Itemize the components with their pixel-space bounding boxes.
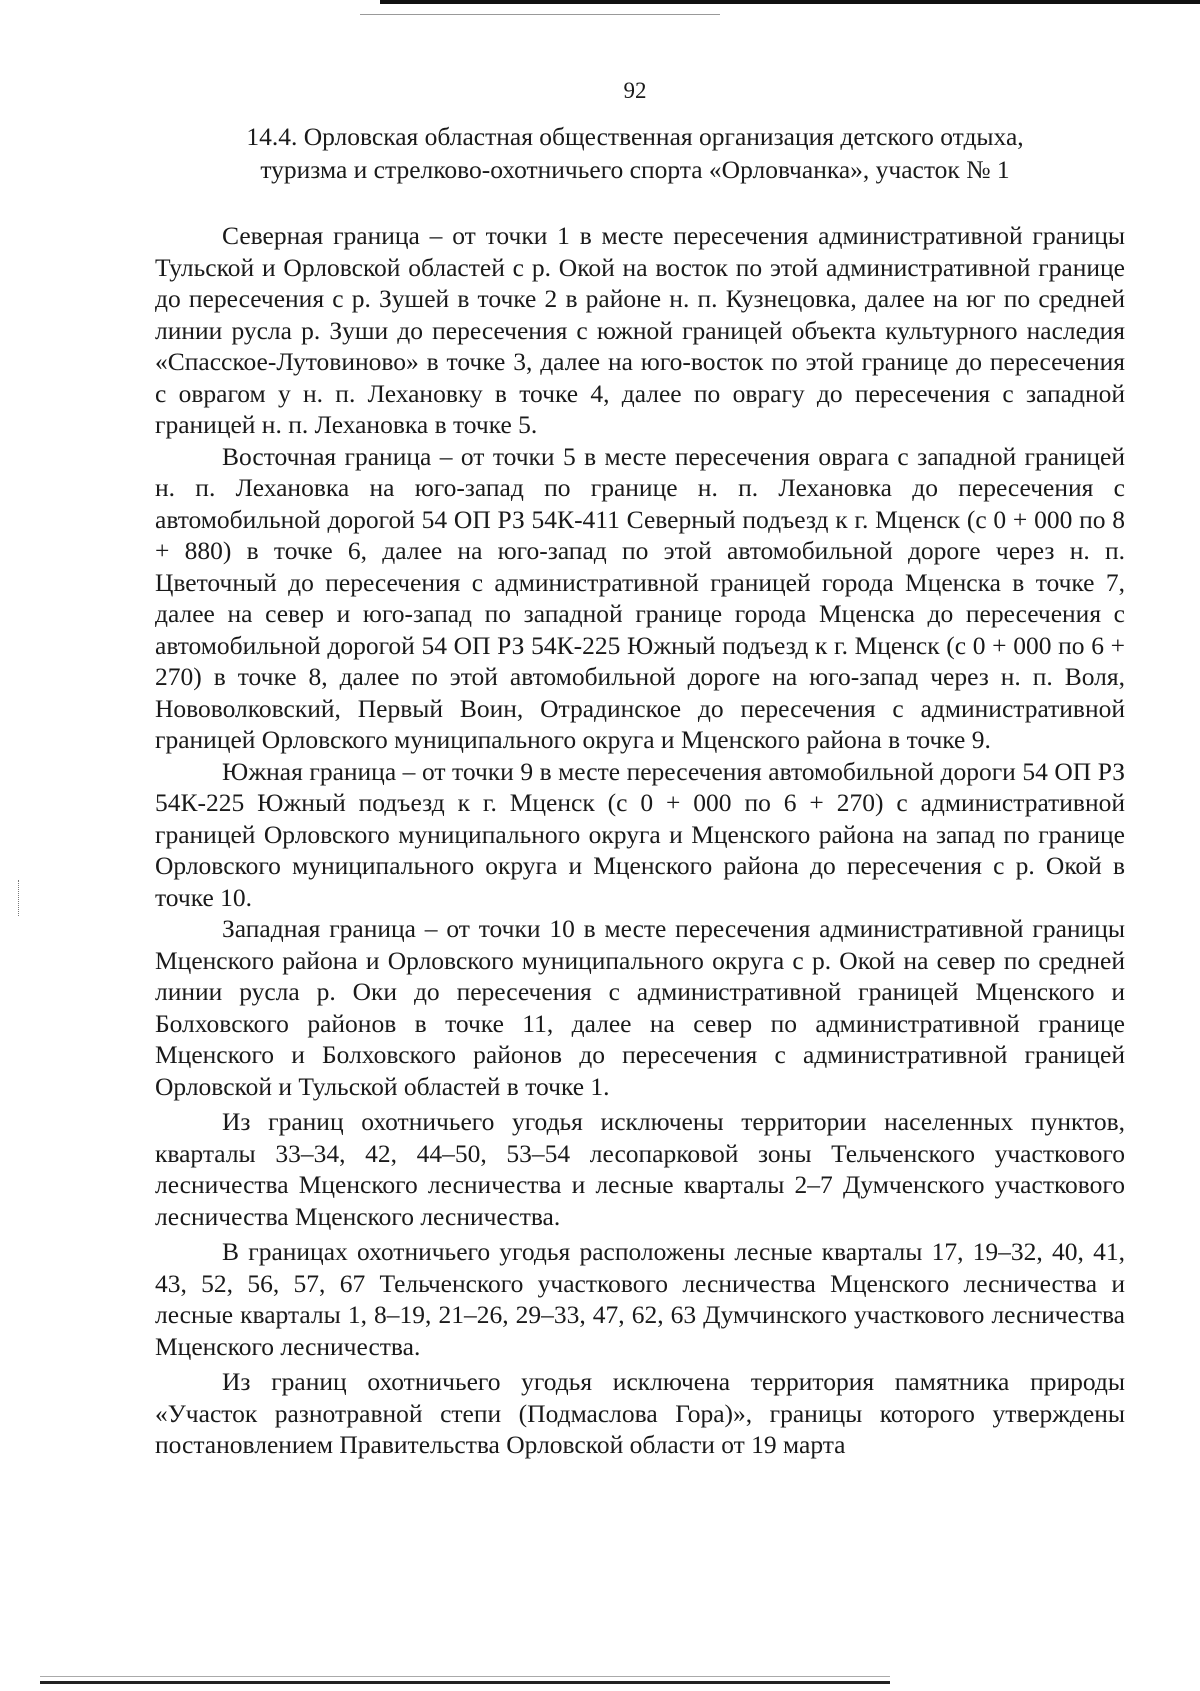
- paragraph-exclusions: Из границ охотничьего угодья исключены территории населенных пунктов, кварталы 33–34, 42, 44–50, 53–54 лесопарковой зоны Тельченского участкового лесничества Мценского лесничества и лесные кварталы 2–7 Думченского участкового лесничества Мценского лесничества.: [155, 1107, 1125, 1231]
- scan-edge-bottom: [40, 1681, 890, 1684]
- scan-mark-bottom: [40, 1676, 890, 1677]
- paragraph-west-boundary: Западная граница – от точки 10 в месте пересечения административной границы Мценского района и Орловского муниципального округа с р. Окой на север по средней линии русла р. Оки до пересечения с административной границей Мценского и Болховского районов в точке 11, далее на север по административной границе Мценского и Болховского районов до пересечения с административной границей Орловской и Тульской областей в точке 1.: [155, 914, 1125, 1101]
- scan-margin-mark: [18, 880, 21, 916]
- paragraph-north-boundary: Северная граница – от точки 1 в месте пересечения административной границы Тульской и Орловской областей с р. Окой на восток по этой административной границе до пересечения с р. Зушей в точке 2 в районе н. п. Кузнецовка, далее на юг по средней линии русла р. Зуши до пересечения с южной границей объекта культурного наследия «Спасское-Лутовиново» в точке 3, далее на юго-восток по этой границе до пересечения с оврагом у н. п. Лехановку в точке 4, далее по оврагу до пересечения с западной границей н. п. Лехановка в точке 5.: [155, 221, 1125, 439]
- section-heading: [150, 120, 1120, 186]
- scan-mark-top: [360, 14, 720, 15]
- paragraph-nature-monument: Из границ охотничьего угодья исключена территория памятника природы «Участок разнотравной степи (Подмаслова Гора)», границы которого утверждены постановлением Правительства Орловской области от 19 марта: [155, 1367, 1125, 1459]
- paragraph-south-boundary: Южная граница – от точки 9 в месте пересечения автомобильной дороги 54 ОП РЗ 54К-225 Южный подъезд к г. Мценск (с 0 + 000 по 6 + 270) с административной границей Орловского муниципального округа и Мценского района на запад по границе Орловского муниципального округа и Мценского района до пересечения с р. Окой в точке 10.: [155, 756, 1125, 912]
- page-number: 92: [623, 78, 647, 103]
- section-heading-line-2: туризма и стрелково-охотничьего спорта «Орловчанка», участок № 1: [260, 155, 1010, 184]
- section-heading-line-1: 14.4. Орловская областная общественная организация детского отдыха,: [246, 122, 1024, 151]
- scan-edge-top: [380, 0, 1200, 4]
- paragraph-forest-quarters: В границах охотничьего угодья расположены лесные кварталы 17, 19–32, 40, 41, 43, 52, 56, 57, 67 Тельченского участкового лесничества Мценского лесничества и лесные кварталы 1, 8–19, 21–26, 29–33, 47, 62, 63 Думчинского участкового лесничества Мценского лесничества.: [155, 1237, 1125, 1361]
- document-body: [155, 220, 1125, 1461]
- paragraph-east-boundary: Восточная граница – от точки 5 в месте пересечения оврага с западной границей н. п. Лехановка на юго-запад по границе н. п. Лехановка до пересечения с автомобильной дорогой 54 ОП РЗ 54К-411 Северный подъезд к г. Мценск (с 0 + 000 по 8 + 880) в точке 6, далее на юго-запад по этой автомобильной дороге через н. п. Цветочный до пересечения с административной границей города Мценска в точке 7, далее на север и юго-запад по западной границе города Мценска до пересечения с автомобильной дорогой 54 ОП РЗ 54К-225 Южный подъезд к г. Мценск (с 0 + 000 по 6 + 270) в точке 8, далее по этой автомобильной дороге на юго-запад через н. п. Воля, Нововолковский, Первый Воин, Отрадинское до пересечения с административной границей Орловского муниципального округа и Мценского района в точке 9.: [155, 441, 1125, 754]
